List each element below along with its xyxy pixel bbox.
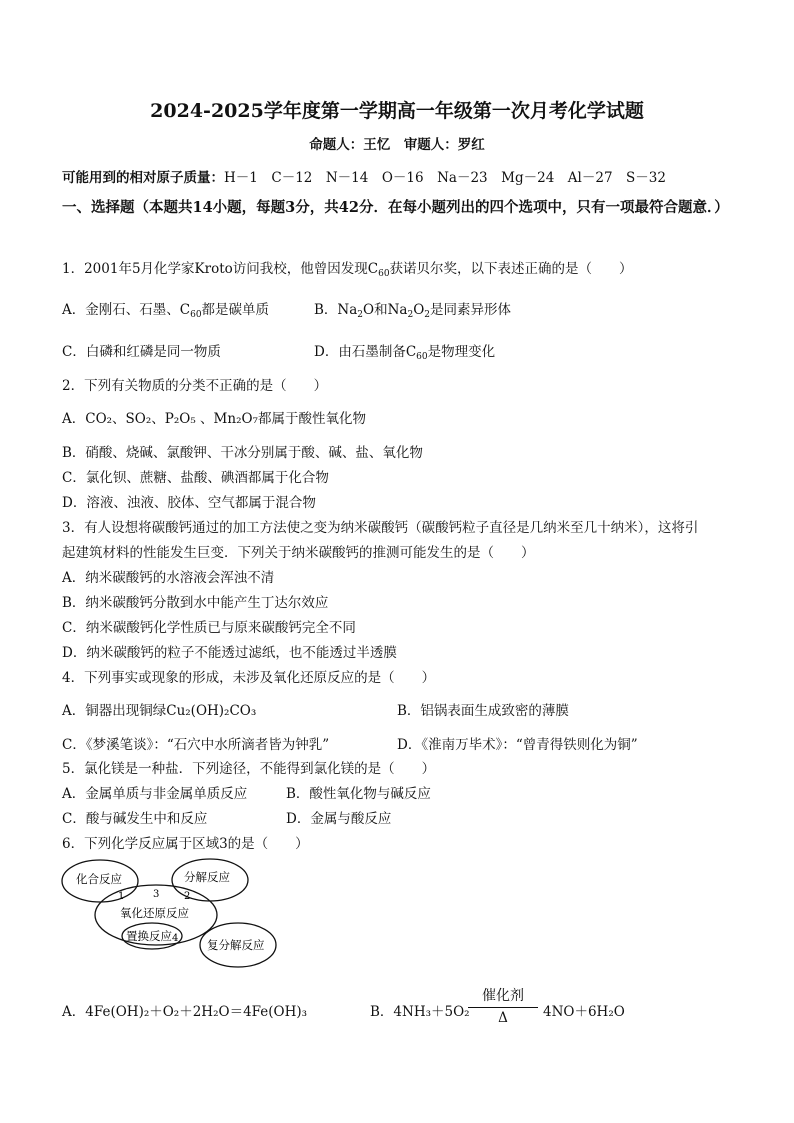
displacement-label: 置换反应 <box>126 929 172 943</box>
question-2-option-b: B．硝酸、烧碱、氯酸钾、干冰分别属于酸、碱、盐、氧化物 <box>62 445 423 461</box>
reaction-condition <box>468 985 538 1026</box>
question-4-option-b: B．铝锅表面生成致密的薄膜 <box>397 703 569 719</box>
atomic-masses-label: 可能用到的相对原子质量： <box>62 170 224 186</box>
question-4-option-c: C．《梦溪笔谈》：“石穴中水所滴者皆为钟乳” <box>62 737 330 753</box>
question-6-option-b-reactants: B．4NH₃＋5O₂ <box>370 1004 470 1020</box>
question-3-option-b: B．纳米碳酸钙分散到水中能产生丁达尔效应 <box>62 595 329 611</box>
question-4-option-a: A．铜器出现铜绿Cu₂(OH)₂CO₃ <box>62 703 257 719</box>
region-2-label: 2 <box>184 891 191 902</box>
question-2-stem: 2．下列有关物质的分类不正确的是（ ） <box>62 378 328 394</box>
region-4-label: 4 <box>172 933 179 944</box>
question-5-stem: 5．氯化镁是一种盐．下列途径，不能得到氯化镁的是（ ） <box>62 761 436 777</box>
question-6-option-a: A．4Fe(OH)₂＋O₂＋2H₂O＝4Fe(OH)₃ <box>62 1004 308 1020</box>
question-5-option-b: B．酸性氧化物与碱反应 <box>286 786 431 802</box>
region-1-label: 1 <box>118 891 125 902</box>
combination-label: 化合反应 <box>76 872 122 886</box>
question-3-option-d: D．纳米碳酸钙的粒子不能透过滤纸，也不能透过半透膜 <box>62 645 397 661</box>
question-1-stem: 1．2001年5月化学家Kroto访问我校，他曾因发现$C_{60}$获诺贝尔奖，以下表述正确的是（ ） <box>62 261 633 279</box>
question-6-stem: 6．下列化学反应属于区域3的是（ ） <box>62 836 309 852</box>
question-5-option-c: C．酸与碱发生中和反应 <box>62 811 208 827</box>
question-1-option-a: A．金刚石、石墨、$C_{60}$都是碳单质 <box>62 302 270 320</box>
double-decomposition-label: 复分解反应 <box>207 938 265 952</box>
atomic-masses <box>62 166 666 186</box>
heat-symbol: Δ <box>498 1010 508 1026</box>
decomposition-label: 分解反应 <box>184 870 230 884</box>
question-1-option-b: B．$Na_2O$和$Na_2O_2$是同素异形体 <box>314 302 512 320</box>
section-heading: 一、选择题（本题共14小题，每题3分，共42分．在每小题列出的四个选项中，只有一项最符合题意．） <box>62 199 729 216</box>
question-2-option-a: A．CO₂、SO₂、P₂O₅ 、Mn₂O₇都属于酸性氧化物 <box>62 411 366 427</box>
reaction-type-diagram <box>60 857 280 977</box>
exam-authors: 命题人：王忆 审题人：罗红 <box>309 137 485 153</box>
exam-title: 2024-2025学年度第一学期高一年级第一次月考化学试题 <box>150 100 644 122</box>
atomic-masses-values: H－1 C－12 N－14 O－16 Na－23 Mg－24 Al－27 S－32 <box>224 170 666 186</box>
question-3-option-a: A．纳米碳酸钙的水溶液会浑浊不清 <box>62 570 275 586</box>
question-3-option-c: C．纳米碳酸钙化学性质已与原来碳酸钙完全不同 <box>62 620 356 636</box>
question-5-option-a: A．金属单质与非金属单质反应 <box>62 786 248 802</box>
question-2-option-c: C．氯化钡、蔗糖、盐酸、碘酒都属于化合物 <box>62 470 329 486</box>
question-5-option-d: D．金属与酸反应 <box>286 811 392 827</box>
question-6-option-b-products: 4NO＋6H₂O <box>543 1004 625 1020</box>
reaction-arrow-line <box>468 1007 538 1008</box>
question-4-stem: 4．下列事实或现象的形成，未涉及氧化还原反应的是（ ） <box>62 670 436 686</box>
question-4-option-d: D．《淮南万毕术》：“曾青得铁则化为铜” <box>397 737 638 753</box>
question-3-stem-line2: 起建筑材料的性能发生巨变．下列关于纳米碳酸钙的推测可能发生的是（ ） <box>62 545 535 561</box>
question-2-option-d: D．溶液、浊液、胶体、空气都属于混合物 <box>62 495 316 511</box>
region-3-label: 3 <box>153 889 160 900</box>
question-1-option-d: D．由石墨制备$C_{60}$是物理变化 <box>314 344 496 362</box>
question-3-stem-line1: 3．有人设想将碳酸钙通过的加工方法使之变为纳米碳酸钙（碳酸钙粒子直径是几纳米至几十纳米），这将引 <box>62 520 699 536</box>
question-1-option-c: C．白磷和红磷是同一物质 <box>62 344 221 360</box>
redox-label: 氧化还原反应 <box>120 906 189 920</box>
catalyst-label: 催化剂 <box>482 988 524 1004</box>
